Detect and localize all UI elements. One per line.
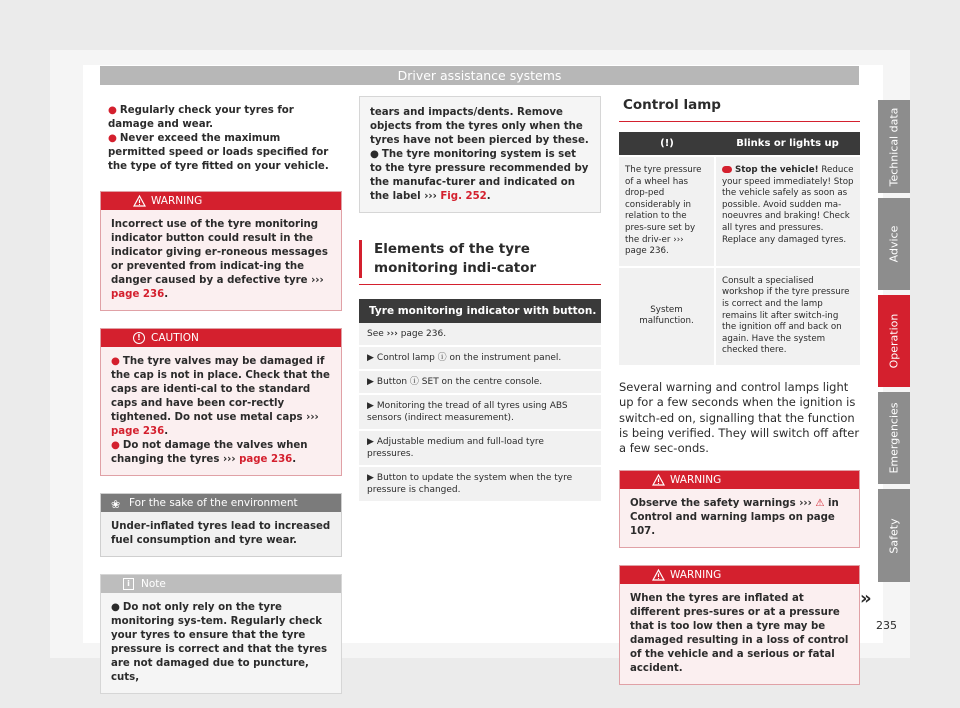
page-number: 235: [876, 619, 897, 632]
bullet-item: ● Never exceed the maximum permitted speed or loads specified for the type of tyre fitted on your vehicle.: [108, 133, 329, 172]
warning-box: [619, 565, 860, 685]
warning-box: [619, 470, 860, 548]
warning-box: [100, 191, 342, 311]
table-cell-condition: The tyre pressure of a wheel has drop-ped considerably in relation to the pres-sure set by the driv-er ››› page 236.: [619, 156, 715, 267]
figure-see-row: See ››› page 236.: [359, 323, 601, 347]
intro-bullets: [100, 96, 342, 174]
tyre-pressure-lamp-icon: (!): [619, 132, 715, 156]
table-cell-action: Stop the vehicle! Reduce your speed immediately! Stop the vehicle safely as soon as possible. Avoid sudden ma-noeuvres and braking! Check all tyres and pressures. Replace any damaged tyres.: [715, 156, 860, 267]
warning-triangle-icon: [652, 474, 665, 486]
running-header: Driver assistance systems: [100, 66, 859, 85]
body-paragraph: Several warning and control lamps light up for a few seconds when the ignition is switch-ed on, signalling that the function is being verified. They will switch off after a few sec-onds.: [619, 379, 860, 456]
note-continuation: tears and impacts/dents. Remove objects from the tyres only when the tyres have not been pierced by these. ● The tyre monitoring system is set to the tyre pressure recommended by the manufac-turer and indicated on the label ››› Fig. 252.: [359, 96, 601, 213]
tab-safety[interactable]: Safety: [878, 489, 910, 582]
warning-header: WARNING: [101, 192, 341, 210]
figure-title: Tyre monitoring indicator with button.: [359, 299, 601, 323]
column-1: [100, 96, 342, 708]
warning-triangle-icon: [652, 569, 665, 581]
bullet-item: ● The tyre valves may be damaged if the cap is not in place. Check that the caps are identi-cal to the standard caps and have been cor-rectly tightened. Do not use metal caps ››› page 236.: [111, 356, 330, 437]
red-lamp-icon: [722, 166, 732, 173]
pointer-icon: ▶: [367, 437, 374, 447]
control-lamp-title: Control lamp: [623, 97, 721, 113]
table-row: [619, 267, 860, 365]
figure-item: ▶ Button ⓘ SET on the centre console.: [359, 371, 601, 395]
pointer-icon: ▶: [367, 353, 374, 363]
page-link[interactable]: page 236: [111, 289, 165, 300]
note-box: [100, 574, 342, 694]
warning-header: WARNING: [620, 566, 859, 584]
bullet-icon: ●: [111, 440, 120, 451]
section-rule: [619, 121, 860, 122]
column-2: [359, 96, 601, 503]
bullet-icon: ●: [108, 105, 117, 116]
column-3: [619, 96, 860, 685]
figure-item: ▶ Button to update the system when the tyre pressure is changed.: [359, 467, 601, 503]
bullet-item: ● Do not damage the valves when changing the tyres ››› page 236.: [111, 440, 308, 465]
leaf-icon: ❀: [111, 498, 121, 511]
control-lamp-table: [619, 132, 860, 365]
tab-technical-data[interactable]: Technical data: [878, 100, 910, 193]
bullet-item: ● Regularly check your tyres for damage and wear.: [108, 105, 294, 130]
tab-emergencies[interactable]: Emergencies: [878, 392, 910, 484]
figure-item: ▶ Control lamp ⓘ on the instrument panel.: [359, 347, 601, 371]
figure-item: ▶ Adjustable medium and full-load tyre pressures.: [359, 431, 601, 467]
pointer-icon: ▶: [367, 473, 374, 483]
figure-link[interactable]: Fig. 252: [440, 191, 487, 202]
tab-advice[interactable]: Advice: [878, 198, 910, 290]
figure-item: ▶ Monitoring the tread of all tyres using ABS sensors (indirect measurement).: [359, 395, 601, 431]
section-rule: [359, 284, 601, 285]
note-info-icon: i: [123, 578, 134, 590]
bullet-icon: ●: [111, 602, 120, 613]
environment-text: Under-inflated tyres lead to increased fuel consumption and tyre wear.: [111, 521, 331, 546]
note-text: ● Do not only rely on the tyre monitoring sys-tem. Regularly check your tyres to ensure that the tyre pressure is correct and that the tyres are not damaged due to puncture, cuts,: [111, 602, 328, 683]
pointer-icon: ▶: [367, 401, 374, 411]
bullet-icon: ●: [108, 133, 117, 144]
warning-text: Incorrect use of the tyre monitoring indicator button could result in the indicator giving er-roneous messages or prevented from indicat-ing the danger caused by a defective tyre ››› page 236.: [111, 219, 328, 300]
warning-text: Observe the safety warnings ››› ⚠ in Control and warning lamps on page 107.: [630, 498, 839, 538]
caution-info-icon: !: [133, 332, 145, 344]
table-cell-condition: System malfunction.: [619, 267, 715, 365]
continue-mark: »: [860, 588, 872, 609]
warning-triangle-icon: [133, 195, 146, 207]
pointer-icon: ▶: [367, 377, 374, 387]
caution-text: [101, 347, 341, 475]
note-header: i Note: [101, 575, 341, 593]
warning-text: When the tyres are inflated at different pres-sures or at a pressure that is too low then a tyre may be damaged resulting in a loss of control of the vehicle and a serious or fatal accident.: [630, 593, 849, 675]
tab-operation[interactable]: Operation: [878, 295, 910, 387]
bullet-icon: ●: [370, 149, 379, 160]
caution-header: ! CAUTION: [101, 329, 341, 347]
bullet-icon: ●: [111, 356, 120, 367]
page-link[interactable]: page 236: [111, 426, 165, 437]
environment-header: ❀ For the sake of the environment: [101, 494, 341, 512]
table-cell-action: Consult a specialised workshop if the tyre pressure is correct and the lamp remains lit after switch-ing the ignition off and back on again. Have the system checked there.: [715, 267, 860, 365]
warning-triangle-icon: ⚠: [815, 498, 825, 510]
page-link[interactable]: page 236: [239, 454, 293, 465]
bullet-item: ● The tyre monitoring system is set to the tyre pressure recommended by the manufac-turer and indicated on the label ››› Fig. 252.: [370, 149, 589, 202]
table-row: [619, 156, 860, 267]
table-header: Blinks or lights up: [715, 132, 860, 156]
environment-box: [100, 493, 342, 557]
caution-box: [100, 328, 342, 476]
section-title: Elements of the tyre monitoring indi-cator: [359, 240, 601, 278]
figure-caption-box: [359, 299, 601, 503]
warning-header: WARNING: [620, 471, 859, 489]
